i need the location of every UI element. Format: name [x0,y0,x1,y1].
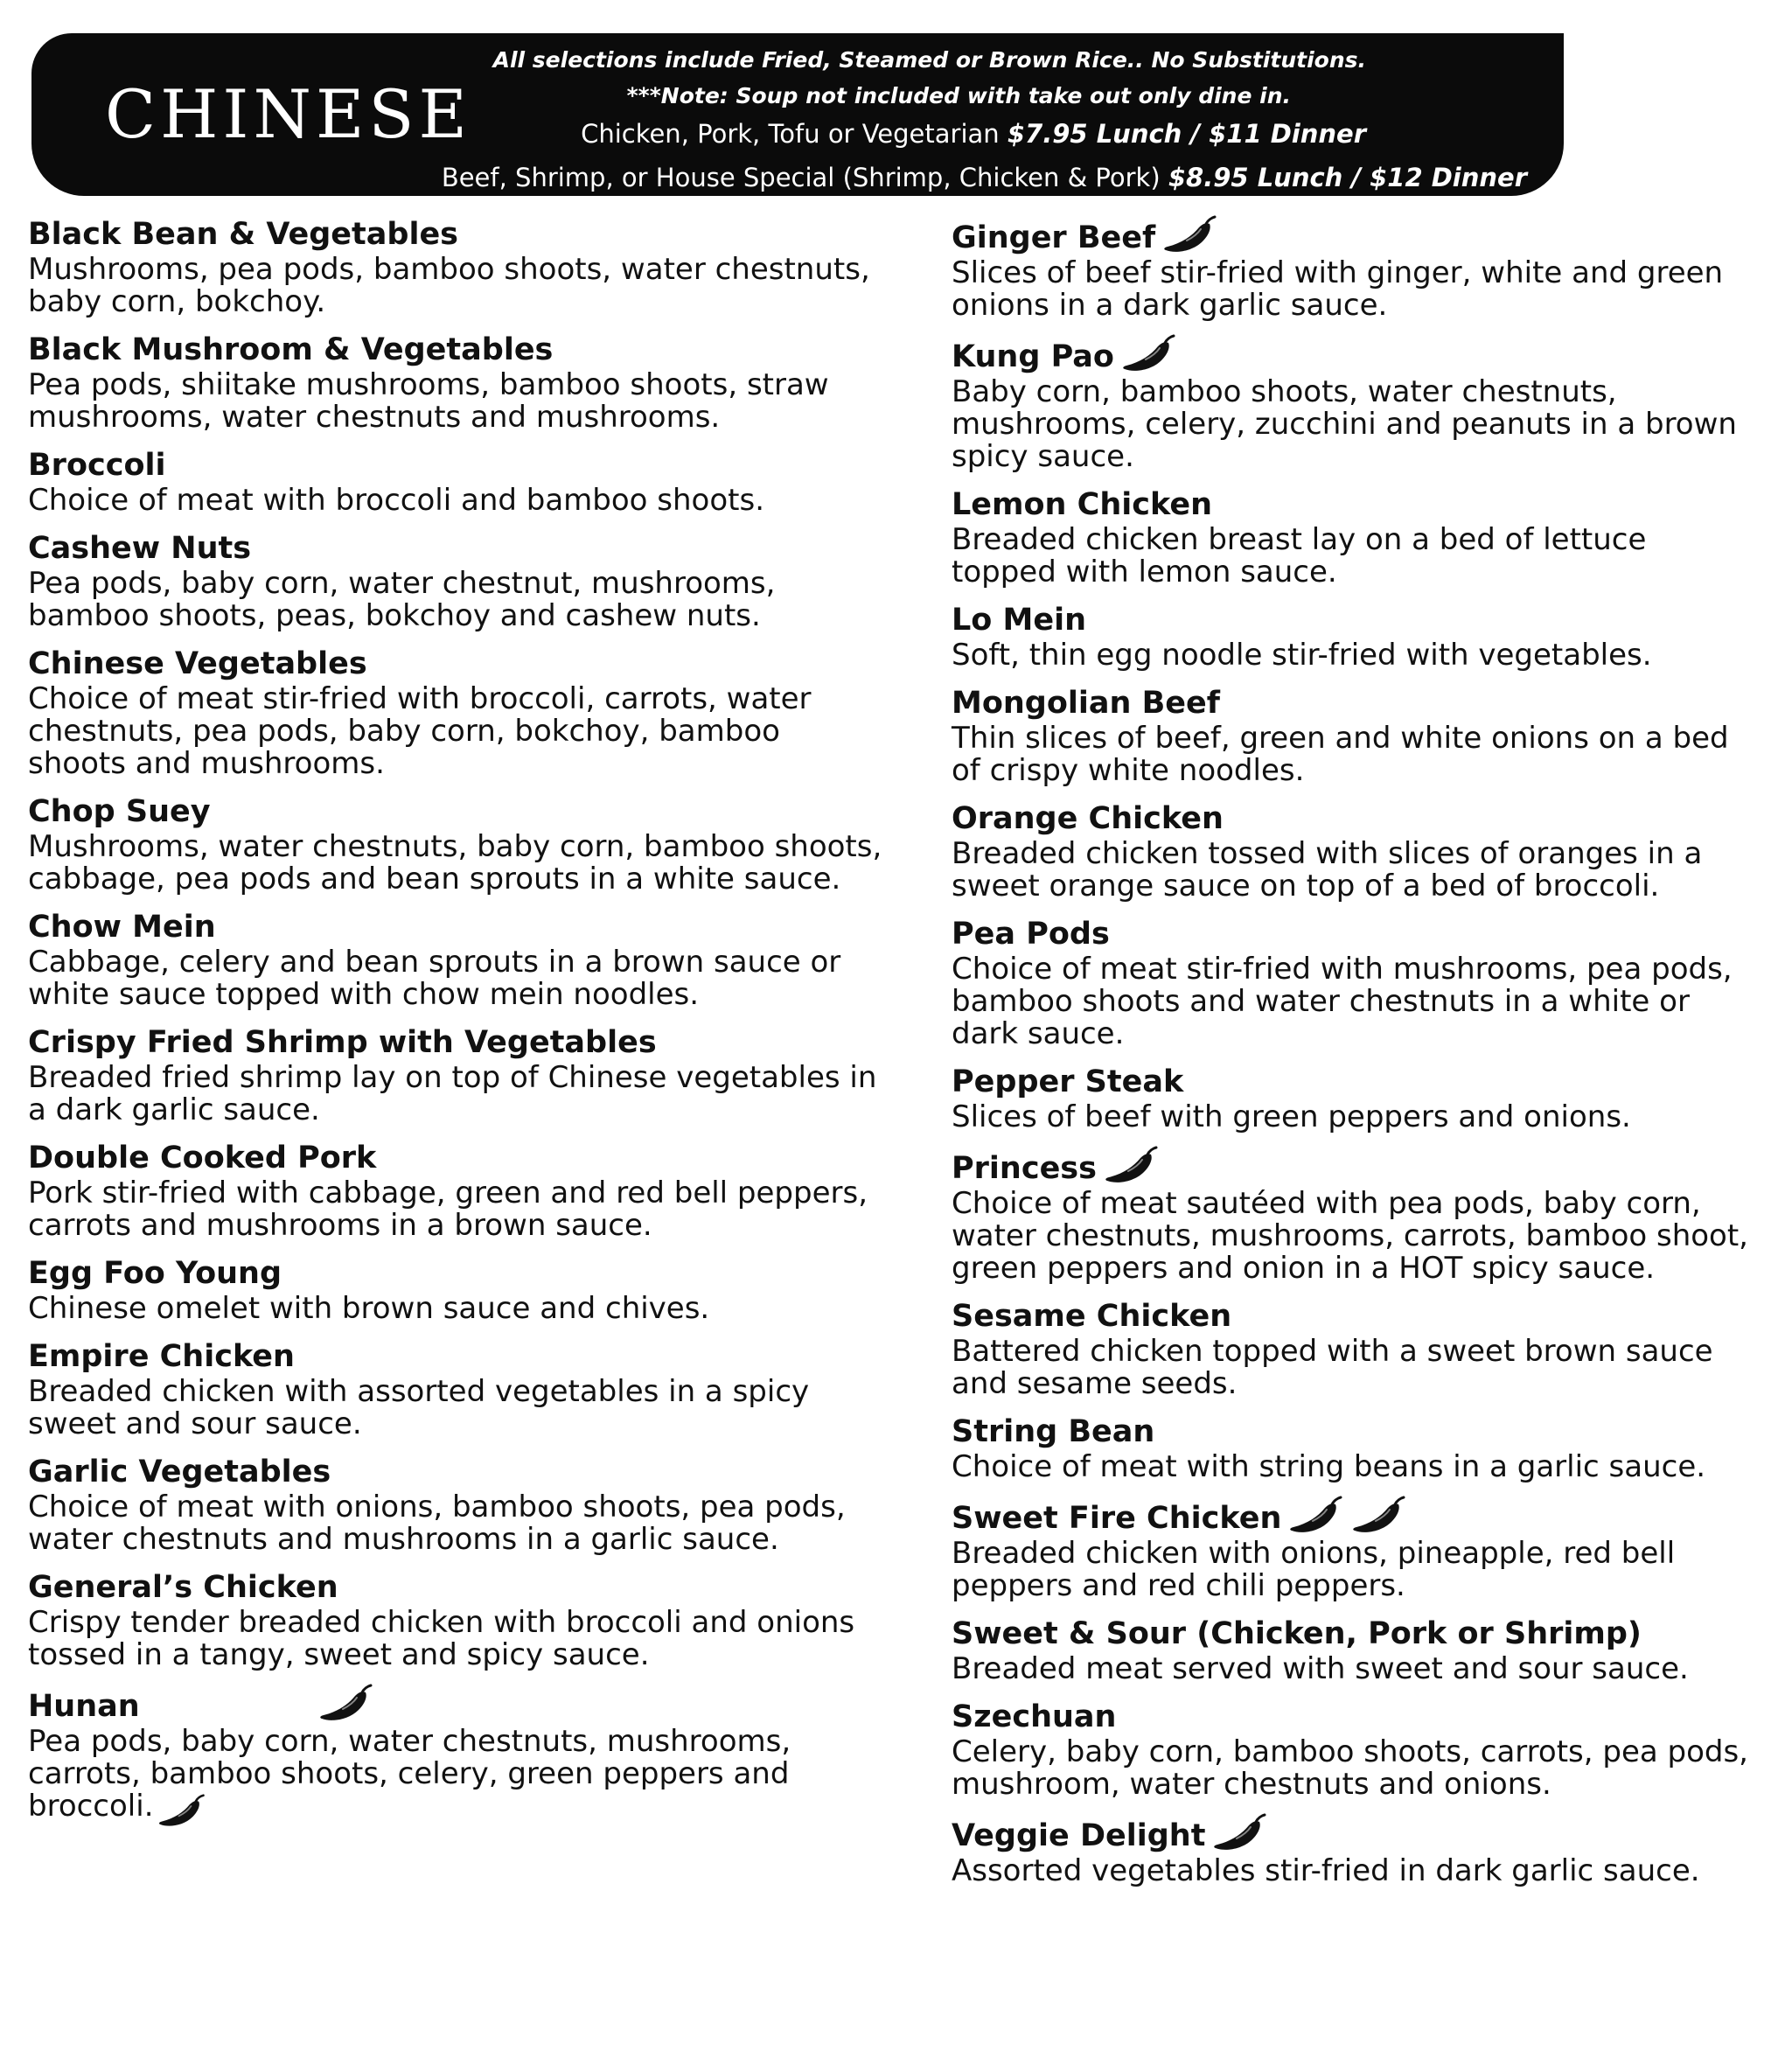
menu-item [952,1813,1756,1887]
menu-item [28,1568,885,1671]
menu-item-name [28,792,885,831]
menu-item-name [952,1813,1756,1855]
header-banner [31,33,1564,196]
menu-item-name [28,331,885,369]
menu-item-description [28,1293,885,1325]
menu-item [28,215,885,318]
menu-item-name-text: Mongolian Beef [952,686,1220,721]
menu-item [952,1496,1756,1602]
menu-item-description-text: Choice of meat sautéed with pea pods, baby corn, water chestnuts, mushrooms, carrots, bamboo shoot, green peppers and onion in a HOT spicy sauce. [952,1186,1748,1286]
menu-item-description [952,257,1756,322]
menu-item-description-text: Breaded chicken tossed with slices of oranges in a sweet orange sauce on top of a bed of broccoli. [952,836,1703,903]
menu-item-description-text: Battered chicken topped with a sweet brown sauce and sesame seeds. [952,1334,1713,1401]
menu-item-name-text: Double Cooked Pork [28,1141,377,1176]
menu-item-name [952,334,1756,376]
menu-item-description-text: Assorted vegetables stir-fried in dark garlic sauce. [952,1853,1700,1888]
menu-item-name-text: Lo Mein [952,603,1087,638]
menu-item-description-text: Breaded chicken breast lay on a bed of lettuce topped with lemon sauce. [952,522,1647,590]
menu-item-description [28,254,885,318]
menu-item-name-text: Princess [952,1151,1097,1186]
menu-item [952,1615,1756,1685]
menu-item-name-text: Pepper Steak [952,1064,1184,1099]
menu-item-name [28,215,885,254]
menu-item [952,915,1756,1050]
menu-item-description [952,953,1756,1050]
menu-item-description-text: Breaded chicken with onions, pineapple, red bell peppers and red chili peppers. [952,1536,1676,1603]
price-line-2 [442,163,1527,192]
menu-item-description-text: Choice of meat with onions, bamboo shoots, pea pods, water chestnuts and mushrooms in a garlic sauce. [28,1489,846,1557]
menu-item [28,1453,885,1556]
menu-item-name-text: Orange Chicken [952,801,1224,836]
menu-item [952,601,1756,672]
menu-item-name [28,908,885,946]
menu-item-name [28,1453,885,1491]
menu-item-description-text: Pea pods, baby corn, water chestnuts, mushrooms, carrots, bamboo shoots, celery, green peppers and broccoli. [28,1724,791,1824]
menu-item-name [952,1615,1756,1653]
menu-item-name-text: Sesame Chicken [952,1299,1232,1334]
menu-item-name [28,446,885,485]
price-line-1 [581,119,1366,149]
menu-item-name-text: Black Mushroom & Vegetables [28,332,554,367]
menu-item-name-text: Kung Pao [952,339,1114,374]
menu-item-description-text: Cabbage, celery and bean sprouts in a brown sauce or white sauce topped with chow mein noodles. [28,945,841,1012]
menu-item-description [28,568,885,632]
menu-item-description [28,369,885,434]
menu-item-name [952,1063,1756,1101]
menu-item-name [952,684,1756,722]
menu-item-name-text: Ginger Beef [952,220,1156,255]
menu-item-name [952,799,1756,838]
price-line-1-amount: $7.95 Lunch / $11 Dinner [1007,119,1366,149]
menu-item-description [28,683,885,780]
menu-item [28,1337,885,1441]
menu-item-description-text: Pea pods, baby corn, water chestnut, mushrooms, bamboo shoots, peas, bokchoy and cashew nuts. [28,566,776,633]
menu-item-description [952,1451,1756,1483]
menu-item [952,1146,1756,1285]
menu-item-description [28,1376,885,1441]
menu-item-name [28,645,885,683]
chili-pepper-icon [1351,1496,1407,1538]
menu-item-name [952,485,1756,524]
menu-item [952,799,1756,903]
menu-item-description-text: Pea pods, shiitake mushrooms, bamboo shoots, straw mushrooms, water chestnuts and mushrooms. [28,367,829,435]
menu-item-name-text: Crispy Fried Shrimp with Vegetables [28,1025,657,1060]
menu-item-description [28,485,885,517]
menu-item-name-text: Szechuan [952,1699,1117,1734]
menu-item-name-text: Egg Foo Young [28,1256,282,1291]
price-line-2-label: Beef, Shrimp, or House Special (Shrimp, Chicken & Pork) [441,163,1161,192]
menu-item-description [952,1538,1756,1602]
menu-item-name [28,1023,885,1062]
menu-item-description-text: Chinese omelet with brown sauce and chives. [28,1291,710,1326]
menu-item-description-text: Slices of beef with green peppers and onions. [952,1099,1631,1134]
menu-item-description-text: Crispy tender breaded chicken with broccoli and onions tossed in a tangy, sweet and spicy sauce. [28,1605,855,1672]
menu-column-right [952,215,1756,1900]
menu-item-description-text: Mushrooms, pea pods, bamboo shoots, water chestnuts, baby corn, bokchoy. [28,252,870,319]
menu-item-name-text: Garlic Vegetables [28,1455,331,1489]
menu-item-description-text: Choice of meat with string beans in a garlic sauce. [952,1449,1706,1484]
chili-pepper-icon [318,1684,374,1726]
chili-pepper-icon [1162,215,1218,257]
menu-item-description [28,946,885,1011]
menu-item-description-text: Breaded meat served with sweet and sour sauce. [952,1651,1689,1686]
menu-item-name [28,1254,885,1293]
menu-item-description [952,1188,1756,1285]
menu-item [952,684,1756,787]
chili-pepper-icon [1212,1813,1268,1855]
menu-item-description-text: Baby corn, bamboo shoots, water chestnuts, mushrooms, celery, zucchini and peanuts in a brown spicy sauce. [952,374,1737,474]
menu-item-name-text: Pea Pods [952,917,1110,952]
menu-item-description [952,1653,1756,1685]
menu-item-name [28,1139,885,1177]
menu-item-description [28,1726,885,1831]
menu-item-name-text: Cashew Nuts [28,531,252,566]
menu-item-name-text: String Bean [952,1414,1155,1449]
menu-item-description [952,722,1756,787]
menu-item-description [952,1855,1756,1887]
menu-item-description [952,524,1756,589]
menu-item-name-text: Sweet & Sour (Chicken, Pork or Shrimp) [952,1616,1642,1651]
menu-item [28,446,885,517]
menu-item-name [952,1698,1756,1736]
menu-item [28,645,885,780]
menu-item-name-text: Chop Suey [28,794,211,829]
menu-item-description [952,639,1756,672]
menu-item-description-text: Choice of meat stir-fried with mushrooms, pea pods, bamboo shoots and water chestnuts in a white or dark sauce. [952,952,1733,1051]
menu-item-description [28,831,885,896]
menu-item-name [28,1337,885,1376]
menu-item-description-text: Thin slices of beef, green and white onions on a bed of crispy white noodles. [952,721,1729,788]
chili-pepper-icon [1121,334,1177,376]
menu-item [28,1684,885,1831]
menu-item-description [952,376,1756,473]
menu-item-description-text: Choice of meat with broccoli and bamboo shoots. [28,483,765,518]
menu-item-name [28,1684,885,1726]
menu-title: CHINESE [105,75,471,153]
menu-item [952,485,1756,589]
menu-item-name-text: General’s Chicken [28,1570,338,1605]
menu-item-description-text: Breaded chicken with assorted vegetables in a spicy sweet and sour sauce. [28,1374,810,1441]
menu-item [952,215,1756,322]
menu-item [28,1139,885,1242]
menu-item [952,334,1756,473]
menu-item-name-text: Black Bean & Vegetables [28,217,459,252]
menu-item-name-text: Empire Chicken [28,1339,295,1374]
menu-item-description-text: Mushrooms, water chestnuts, baby corn, bamboo shoots, cabbage, pea pods and bean sprouts in a white sauce. [28,829,882,896]
chili-pepper-icon [1104,1146,1160,1188]
menu-item [28,1254,885,1325]
price-line-1-label: Chicken, Pork, Tofu or Vegetarian [581,119,1000,149]
menu-item-name [952,1146,1756,1188]
menu-item-description-text: Pork stir-fried with cabbage, green and red bell peppers, carrots and mushrooms in a brown sauce. [28,1176,868,1243]
price-line-2-amount: $8.95 Lunch / $12 Dinner [1168,163,1527,192]
menu-item [952,1413,1756,1483]
chili-pepper-icon [1288,1496,1344,1538]
menu-item [28,792,885,896]
rice-note: All selections include Fried, Steamed or Brown Rice.. No Substitutions. [492,47,1366,73]
menu-item-description [28,1491,885,1556]
menu-item-name [952,215,1756,257]
menu-item-name [952,1496,1756,1538]
menu-item-name-text: Broccoli [28,448,166,483]
menu-item-description-text: Slices of beef stir-fried with ginger, white and green onions in a dark garlic sauce. [952,255,1724,323]
menu-item-name [28,1568,885,1607]
menu-item-name [952,1297,1756,1336]
menu-item-description [28,1607,885,1671]
menu-item [952,1063,1756,1134]
menu-item [952,1297,1756,1400]
menu-item-description-text: Soft, thin egg noodle stir-fried with vegetables. [952,638,1652,673]
chili-pepper-icon [157,1793,206,1831]
menu-item-name [28,529,885,568]
menu-item [952,1698,1756,1801]
menu-item [28,1023,885,1127]
menu-item-name-text: Chow Mein [28,910,216,945]
menu-item-description [28,1062,885,1127]
menu-item-description-text: Celery, baby corn, bamboo shoots, carrots, pea pods, mushroom, water chestnuts and onions. [952,1734,1748,1802]
menu-column-left [28,215,885,1844]
menu-item-name [952,1413,1756,1451]
menu-item-description-text: Choice of meat stir-fried with broccoli, carrots, water chestnuts, pea pods, baby corn, bokchoy, bamboo shoots and mushrooms. [28,681,812,781]
menu-item-name-text: Sweet Fire Chicken [952,1501,1282,1536]
menu-item-description [952,1736,1756,1801]
menu-item [28,331,885,434]
menu-item-name-text: Chinese Vegetables [28,646,367,681]
menu-item [28,529,885,632]
menu-item-name [952,915,1756,953]
menu-item-description [952,1101,1756,1134]
menu-item-description [28,1177,885,1242]
soup-note: ***Note: Soup not included with take out only dine in. [626,83,1291,108]
menu-item [28,908,885,1011]
menu-item-name-text: Lemon Chicken [952,487,1212,522]
menu-item-name-text: Veggie Delight [952,1818,1206,1853]
menu-item-description-text: Breaded fried shrimp lay on top of Chinese vegetables in a dark garlic sauce. [28,1060,877,1127]
menu-item-name-text: Hunan [28,1689,140,1724]
menu-item-name [952,601,1756,639]
menu-item-description [952,1336,1756,1400]
menu-item-description [952,838,1756,903]
